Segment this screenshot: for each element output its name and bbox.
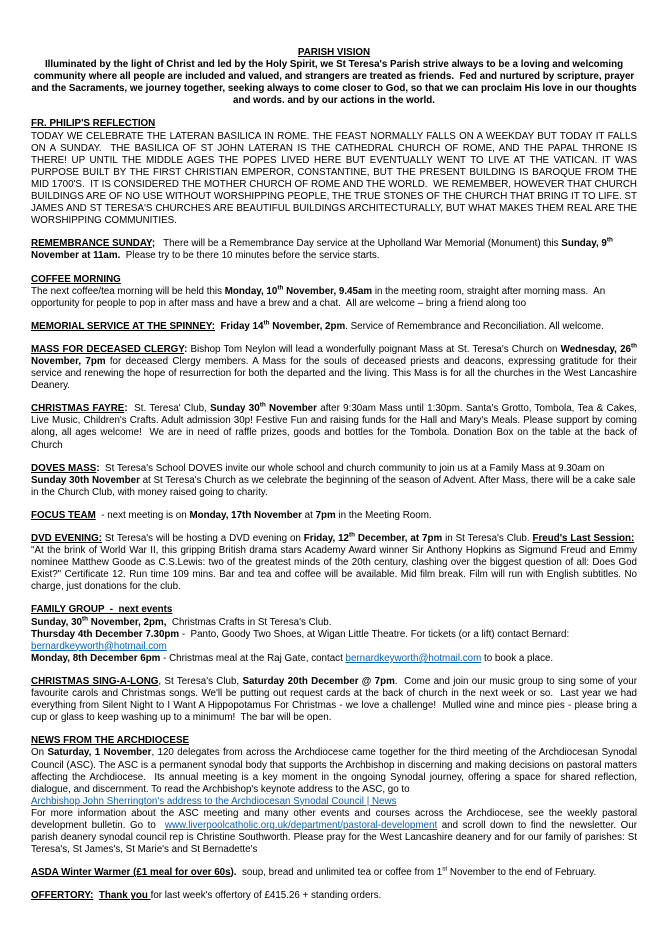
text-run: December, at 7pm	[355, 533, 443, 544]
text-run: "At the brink of World War II, this gripping British drama stars Academy Award winner Sir Anthony Hopkins as Sigmund Freud and Emmy nominee Matthew Goode as C.S.Lewis: two of the greatest minds of the 20th century, clashing over the biggest question of all: Does God Exist?" Certificate 12. Run time 109 mins. Bar and tea and coffee will be available. Mid film break. Film will run with English subtitles. No charge, just donations for the club.	[31, 533, 638, 593]
text-run: for deceased Clergy members. A Mass for the souls of deceased priests and deacons, expressing gratitude for their service and renewing the hope of resurrection for both the departed and the living. This Mass is for all the churches in the West Lancashire Deanery.	[31, 355, 638, 392]
superscript: th	[259, 401, 266, 409]
hyperlink[interactable]: bernardkeyworth@hotmail.com	[345, 652, 482, 664]
text-run: St Teresa's will be hosting a DVD evening on	[101, 533, 304, 544]
hyperlink[interactable]: bernardkeyworth@hotmail.com	[31, 640, 167, 652]
family-group-event-3	[31, 653, 637, 665]
superscript: st	[442, 865, 448, 873]
text-run: Sunday 30th November	[31, 474, 140, 486]
superscript: th	[349, 531, 356, 539]
text-run: November, 7pm	[31, 355, 106, 367]
fr-philips-reflection-text	[31, 131, 637, 228]
doves-mass	[31, 463, 637, 499]
text-run: Saturday 20th December @ 7pm	[242, 675, 395, 687]
text-run: Christmas Crafts in St Teresa's Club.	[166, 616, 332, 628]
text-run: Thank you	[98, 890, 151, 902]
text-run: November to the end of February.	[447, 867, 597, 879]
text-run: :	[184, 343, 188, 355]
text-run: at	[301, 509, 316, 521]
text-run: For more information about the ASC meeting and many other events and courses across the Archdiocese, see the weekly pastoral development bulletin. Go to	[31, 807, 637, 831]
memorial-service-spinney	[31, 321, 637, 333]
text-run: . Service of Remembrance and Reconciliation. All welcome.	[345, 320, 604, 332]
coffee-morning-text	[31, 286, 637, 310]
text-run: Monday, 17th November	[189, 509, 302, 521]
remembrance-sunday	[31, 238, 637, 262]
text-run: COFFEE MORNING	[31, 273, 121, 285]
text-run	[631, 344, 637, 355]
text-run: On	[31, 747, 48, 759]
text-run: Sunday, 30	[31, 616, 82, 628]
text-run: St. Teresa' Club,	[127, 403, 211, 415]
text-run: St Teresa's School DOVES invite our whole school and church community to join us at a Family Mass at 9.30am on	[99, 462, 605, 474]
mass-for-deceased-clergy	[31, 344, 637, 392]
text-run: November	[265, 403, 317, 415]
text-run: , 120 delegates from across the Archdiocese came together for the third meeting of the Archdiocesan Synodal Council (ASC). The ASC is a permanent synodal body that supports the Archbishop in discerning and making decisions on pastoral matters affecting the Archdiocese. Its annual meeting is a key moment in the ongoing Synodal journey, offering a space for shared reflection, dialogue, and discernment. To read the Archbishop's keynote address to the ASC, go to	[31, 747, 637, 795]
text-run: - next meeting is on	[95, 509, 190, 521]
superscript: th	[606, 237, 613, 245]
text-run: Monday, 8th December 6pm	[31, 652, 161, 664]
text-run: and scroll down to find the newsletter. Our parish deanery synodal council rep is Christine Southworth. Please pray for the West Lancashire deanery and for our family of parishes: St Teresa's, St James's, St Marie's and St Bernadette's	[31, 819, 637, 856]
text-run: , St Teresa's Club,	[158, 675, 243, 687]
text-run: ASDA Winter Warmer (£1 meal for over 60s	[31, 867, 231, 879]
text-run: TODAY WE CELEBRATE THE LATERAN BASILICA IN ROME. THE FEAST NORMALLY FALLS ON A WEEKDAY BUT TODAY IT FALLS ON A SUNDAY. THE BASILICA OF ST JOHN LATERAN IS THE CATHEDRAL CHURCH OF ROME, AND THE PAPAL THRONE IS THERE! UP UNTIL THE MIDDLE AGES THE POPES LIVED HERE BUT EVENTUALLY WENT TO LIVE AT THE VATICAN. IT WAS PURPOSE BUILT BY THE FIRST CHRISTIAN EMPEROR, CONSTANTINE, BUT THE PRESENT BUILDING IS BAROQUE FROM THE MID 1700'S. IT IS CONSIDERED THE MOTHER CHURCH OF ROME AND THE WORLD. WE REMEMBER, HOWEVER THAT CHURCH BUILDINGS ARE OF NO USE WITHOUT WORSHIPPING PEOPLE, THE TRUE STONES OF THE CHURCH THAT BRING IT TO LIFE. ST JAMES AND ST TERESA'S CHURCHES ARE BEAUTIFUL BUILDINGS ARCHITECTURALLY, BUT WHAT MAKES THEM REAL ARE THE WORSHIPPING COMMUNITIES.	[31, 130, 637, 227]
family-group-event-2	[31, 629, 637, 641]
parish-vision-heading	[31, 47, 637, 59]
text-run: November, 2pm	[269, 320, 346, 332]
text-run: There will be a Remembrance Day service at the Upholland War Memorial (Monument) this	[155, 238, 562, 250]
focus-team	[31, 510, 637, 522]
text-run: The next coffee/tea morning will be held this	[31, 285, 225, 297]
archbishop-address-link	[31, 796, 637, 808]
news-from-archdiocese-heading	[31, 735, 637, 747]
text-run: Freud's Last Session:	[532, 533, 635, 544]
news-from-archdiocese-text-1	[31, 747, 637, 795]
text-run: after 9:30am Mass until 1:30pm. Santa's Grotto, Tombola, Tea & Cakes, Live Music, Children's Crafts. Adult admission 30p! Festive Fun and raising funds for the Hall and Mary's Meals. Please support by coming along, all ages welcome! We are in need of raffle prizes, goods and bottles for the Tombola. Donation Box on the table at the back of Church	[31, 403, 637, 451]
text-run: to book a place.	[481, 652, 554, 664]
text-run: Friday, 12	[303, 533, 349, 544]
text-run: in the meeting room, straight after morning mass. An opportunity for people to pop in after mass and have a brew and a chat. All are welcome – bring a friend along too	[31, 285, 606, 309]
document-body	[31, 47, 637, 902]
coffee-morning-heading	[31, 274, 637, 286]
text-run: . Come and join our music group to sing some of your favourite carols and Christmas songs. We'll be putting out request cards at the back of church in the next week or so. Last year we had everything from Silent Night to I Want A Hippopotamus For Christmas - we love a challenge! Mulled wine and mince pies - please bring a cup or glass to keep washing up to a minimum! The bar will be open.	[31, 675, 638, 724]
text-run: PARISH VISION	[297, 47, 371, 58]
text-run: CHRISTMAS FAYRE	[31, 403, 125, 415]
christmas-fayre	[31, 403, 637, 451]
text-run: Monday, 10	[224, 285, 278, 297]
text-run: soup, bread and unlimited tea or coffee from 1	[236, 867, 443, 879]
superscript: th	[630, 342, 637, 350]
text-run: November, 2pm,	[88, 616, 167, 628]
text-run: FAMILY GROUP - next events	[31, 604, 173, 616]
text-run: - Panto, Goody Two Shoes, at Wigan Little Theatre. For tickets (or a lift) contact Bernard:	[179, 628, 570, 640]
text-run: :	[124, 403, 128, 415]
family-group-email-link	[31, 641, 637, 653]
family-group-event-1	[31, 617, 637, 629]
text-run: Friday 14	[220, 320, 264, 332]
text-run	[607, 238, 613, 249]
family-group-heading	[31, 604, 637, 616]
text-run: Please try to be there 10 minutes before the service starts.	[120, 250, 380, 262]
text-run: FOCUS TEAM	[31, 509, 96, 521]
text-run: Wednesday, 26	[560, 343, 631, 355]
text-run: ).	[230, 867, 237, 879]
text-run: Sunday 30	[210, 403, 260, 415]
text-run: MASS FOR DECEASED CLERGY	[31, 343, 185, 355]
text-run: in St Teresa's Club.	[442, 533, 533, 544]
superscript: th	[263, 319, 270, 327]
text-run: CHRISTMAS SING-A-LONG	[31, 675, 159, 687]
asda-winter-warmer	[31, 867, 637, 879]
text-run: Saturday, 1 November	[47, 747, 152, 759]
text-run: in the Meeting Room.	[335, 509, 432, 521]
text-run: Sunday, 9	[561, 238, 607, 250]
superscript: th	[82, 615, 89, 623]
text-run: :	[96, 462, 100, 474]
parish-vision-text	[31, 59, 637, 107]
news-from-archdiocese-text-2	[31, 808, 637, 856]
fr-philips-reflection-heading	[31, 118, 637, 130]
text-run: - Christmas meal at the Raj Gate, contact	[160, 652, 346, 664]
text-run: REMEMBRANCE SUNDAY	[31, 238, 152, 250]
text-run: Thursday 4th December 7.30pm	[31, 628, 180, 640]
text-run: NEWS FROM THE ARCHDIOCESE	[31, 735, 190, 747]
superscript: th	[277, 284, 284, 292]
text-run: at St Teresa's Church as we celebrate the beginning of the season of Advent. After Mass, there will be a cake sale in the Church Club, with money raised going to charity.	[31, 474, 636, 498]
offertory	[31, 890, 637, 902]
text-run: November, 9.45am	[283, 285, 373, 297]
text-run: November at 11am.	[31, 250, 121, 262]
text-run: FR. PHILIP'S REFLECTION	[31, 118, 156, 130]
christmas-sing-a-long	[31, 676, 637, 724]
text-run: MEMORIAL SERVICE AT THE SPINNEY:	[31, 320, 215, 332]
text-run: DOVES MASS	[31, 462, 97, 474]
text-run: Illuminated by the light of Christ and led by the Holy Spirit, we St Teresa's Parish strive always to be a loving and welcoming community where all people are included and valued, and strangers are treated as friends. Fed and nurtured by scripture, prayer and the Sacraments, we journey together, seeking always to come closer to God, so that we can proclaim His love in our thoughts and words. and by our actions in the world.	[31, 59, 637, 107]
hyperlink[interactable]: www.liverpoolcatholic.org.uk/department/pastoral-development	[164, 819, 438, 831]
text-run: ;	[151, 238, 156, 250]
text-run: DVD EVENING:	[31, 533, 102, 544]
text-run: 7pm	[315, 509, 336, 521]
dvd-evening	[31, 533, 637, 593]
text-run: Bishop Tom Neylon will lead a wonderfully poignant Mass at St. Teresa's Church on	[187, 343, 561, 355]
text-run: for last week's offertory of £415.26 + standing orders.	[150, 890, 382, 902]
hyperlink[interactable]: Archbishop John Sherrington's address to the Archdiocesan Synodal Council | News	[31, 795, 397, 807]
text-run: OFFERTORY:	[31, 890, 94, 902]
